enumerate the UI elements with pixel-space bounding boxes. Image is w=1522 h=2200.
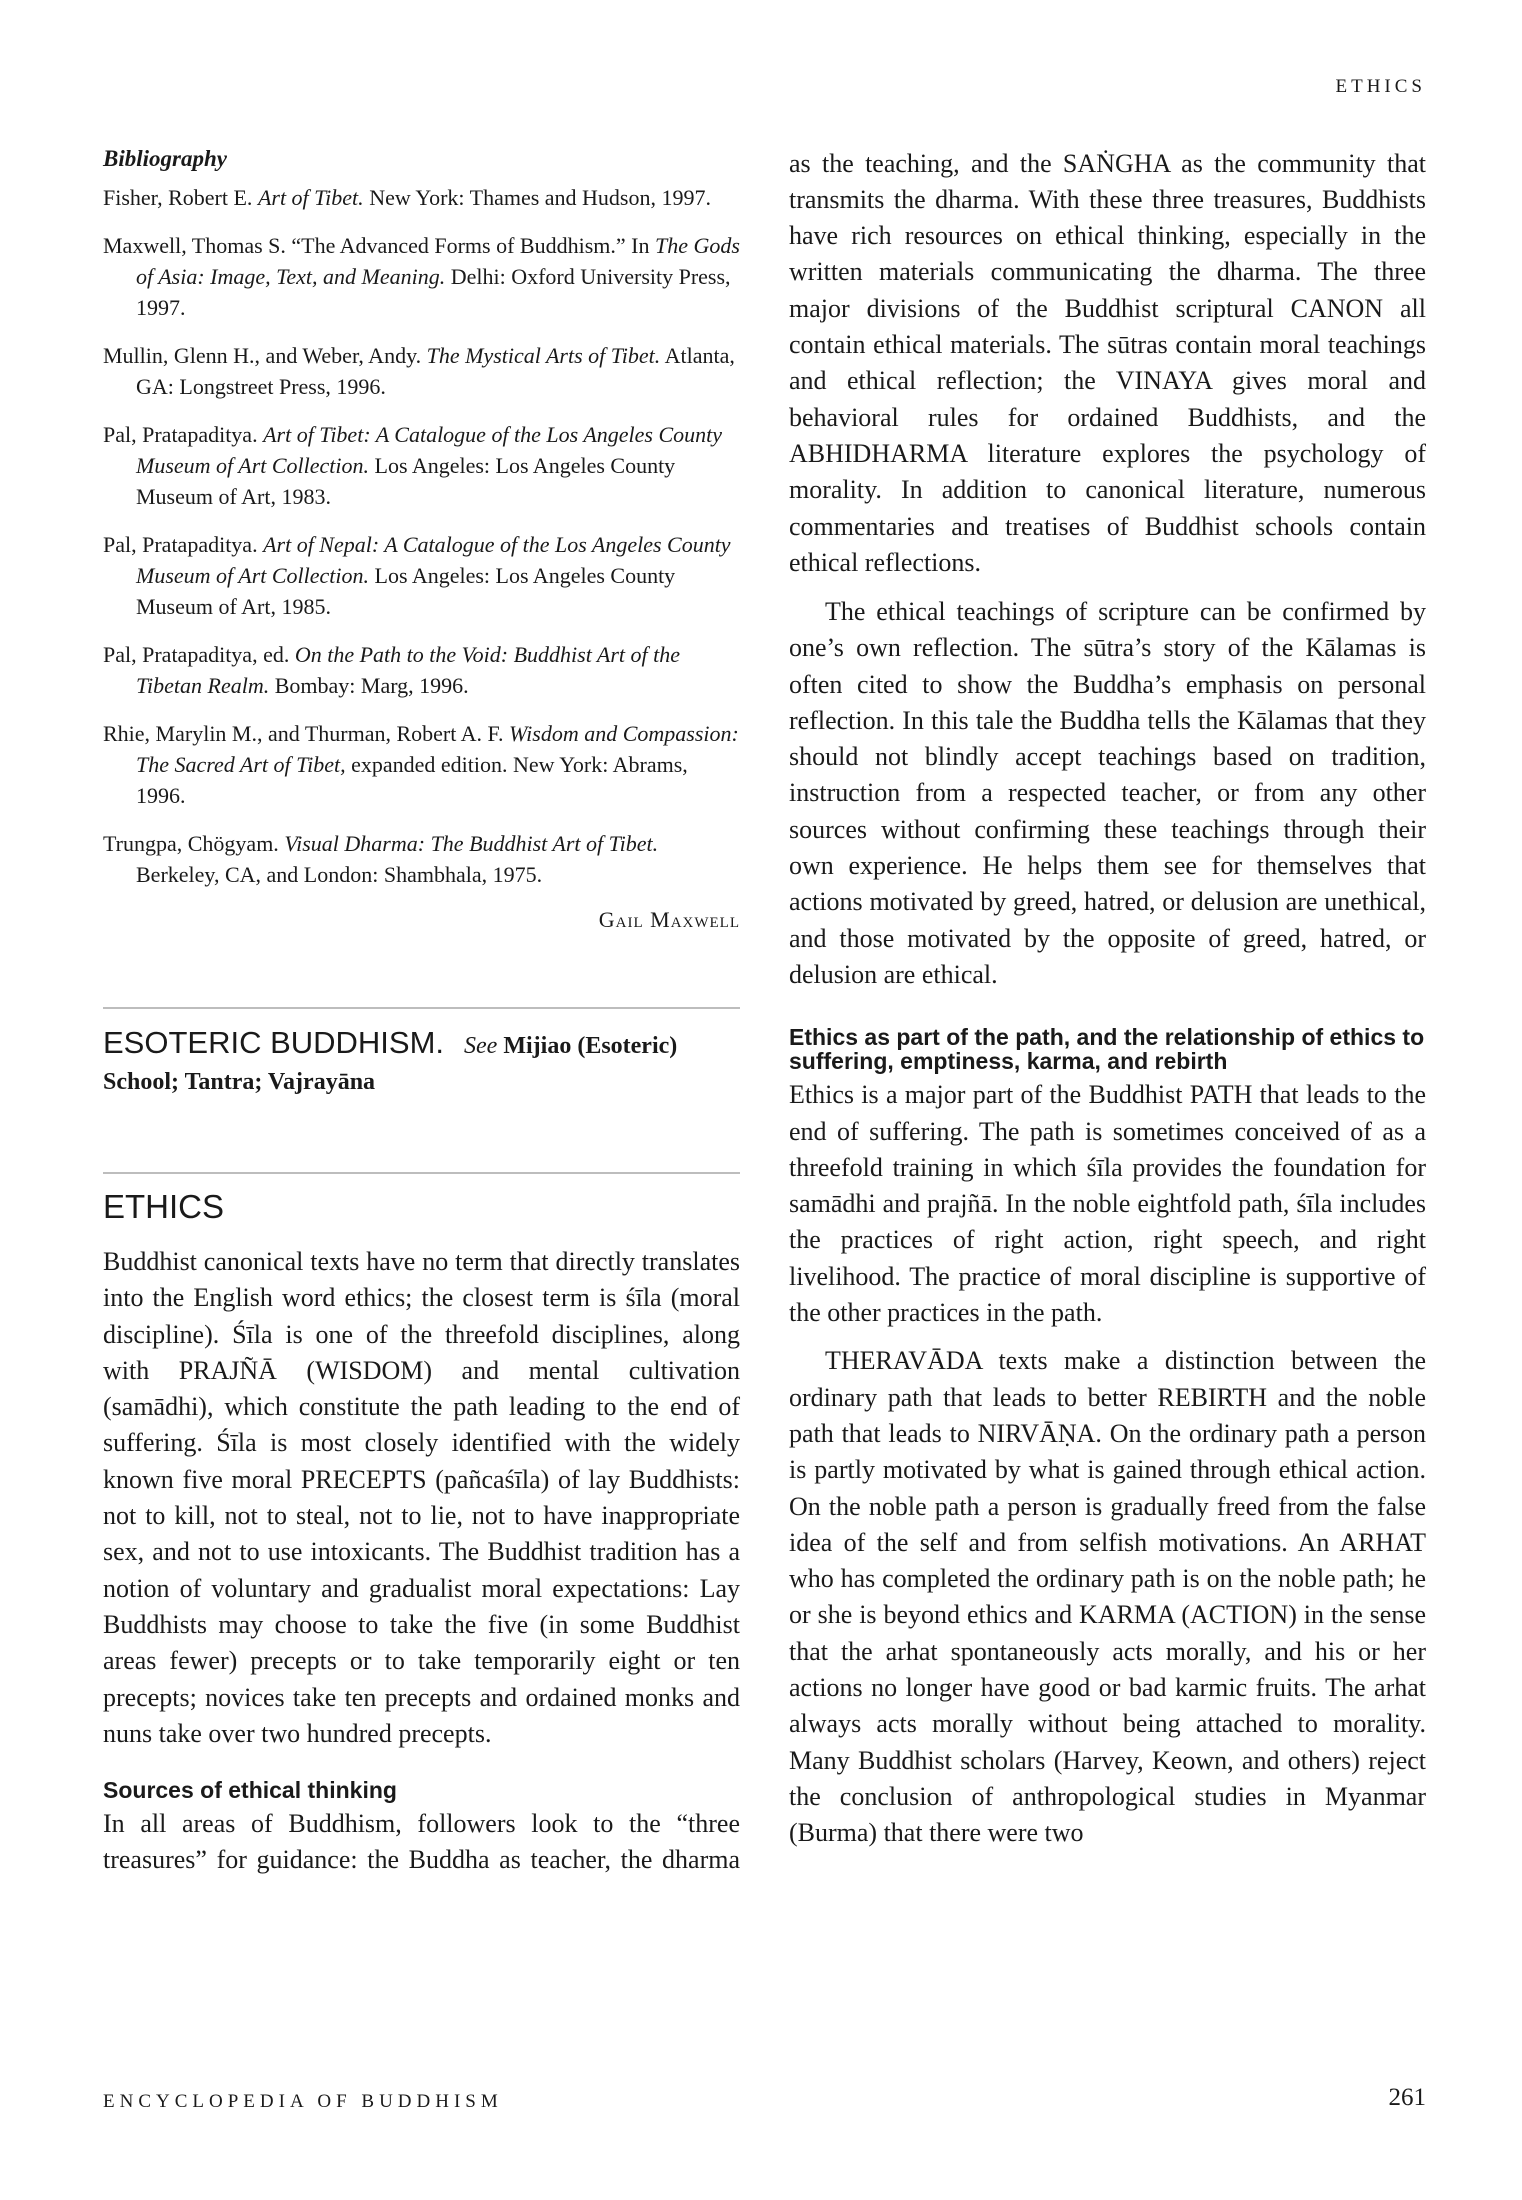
section-divider: [103, 1172, 740, 1174]
bibliography-entry: Fisher, Robert E. Art of Tibet. New York: Thames and Hudson, 1997.: [103, 185, 711, 210]
page-number: 261: [1388, 2084, 1426, 2111]
bibliography-entry: Pal, Pratapaditya. Art of Tibet: A Catalogue of the Los Angeles County Museum of Art Collection. Los Angeles: Los Angeles County Museum of Art, 1983.: [103, 422, 723, 509]
theravada-paragraph: THERAVĀDA texts make a distinction between the ordinary path that leads to better REBIRTH and the noble path that leads to NIRVĀṆA. On the ordinary path a person is partly motivated by what is gained through ethical action. On the noble path a person is gradually freed from the false idea of the self and from selfish motivations. An ARHAT who has completed the ordinary path is on the noble path; he or she is beyond ethics and KARMA (ACTION) in the sense that the arhat spontaneously acts morally, and his or her actions no longer have good or bad karmic fruits. The arhat always acts morally without being attached to morality. Many Buddhist scholars (Harvey, Keown, and others) reject the conclusion of anthropological studies in Myanmar (Burma) that there were two: [789, 1346, 1426, 1848]
bibliography-entry: Maxwell, Thomas S. “The Advanced Forms of Buddhism.” In The Gods of Asia: Image, Text, and Meaning. Delhi: Oxford University Press, 1997.: [103, 233, 740, 320]
author-signature: Gail Maxwell: [598, 907, 740, 932]
path-heading: Ethics as part of the path, and the relationship of ethics to suffering, emptiness, karma, and rebirth: [789, 1024, 1425, 1075]
bibliography-heading: Bibliography: [103, 146, 227, 171]
path-paragraph: Ethics is a major part of the Buddhist PATH that leads to the end of suffering. The path is sometimes conceived of as a threefold training in which śīla provides the foundation for samādhi and prajñā. In the noble eightfold path, śīla includes the practices of right action, right speech, and right livelihood. The practice of moral discipline is supportive of the other practices in the path.: [789, 1080, 1426, 1328]
entry-title-ethics: ETHICS: [103, 1188, 225, 1225]
bibliography-entry: Pal, Pratapaditya, ed. On the Path to the Void: Buddhist Art of the Tibetan Realm. Bombay: Marg, 1996.: [103, 642, 681, 698]
cross-reference-targets[interactable]: Mijiao (Esoteric) School; Tantra; Vajrayāna: [103, 1033, 678, 1095]
ethics-intro-paragraph: Buddhist canonical texts have no term that directly translates into the English word ethics; the closest term is śīla (moral discipline). Śīla is one of the threefold disciplines, along with PRAJÑĀ (WISDOM) and mental cultivation (samādhi), which constitute the path leading to the end of suffering. Śīla is most closely identified with the widely known five moral PRECEPTS (pañcaśīla) of lay Buddhists: not to kill, not to steal, not to lie, not to have inappropriate sex, and not to use intoxicants. The Buddhist tradition has a notion of voluntary and gradualist moral expectations: Lay Buddhists may choose to take the five (in some Buddhist areas fewer) precepts or to take temporarily eight or ten precepts; novices take ten precepts and ordained monks and nuns take over two hundred precepts.: [103, 1247, 740, 1748]
sources-heading: Sources of ethical thinking: [103, 1777, 397, 1804]
running-head: ETHICS: [1335, 76, 1426, 97]
see-label: See: [464, 1033, 498, 1059]
esoteric-buddhism-cross-reference: [103, 1025, 740, 1100]
bibliography-entry: Mullin, Glenn H., and Weber, Andy. The Mystical Arts of Tibet. Atlanta, GA: Longstreet Press, 1996.: [103, 343, 735, 399]
reflection-paragraph: The ethical teachings of scripture can be confirmed by one’s own reflection. The sūtra’s story of the Kālamas is often cited to show the Buddha’s emphasis on personal reflection. In this tale the Buddha tells the Kālamas that they should not blindly accept teachings based on tradition, instruction from a respected teacher, or from any other sources without confirming these teachings through their own experience. He helps them see for themselves that actions motivated by greed, hatred, or delusion are unethical, and those motivated by the opposite of greed, hatred, or delusion are ethical.: [789, 597, 1426, 989]
sources-paragraph-lead: In all areas of Buddhism, followers look to the “three treasures” for guidance: the Buddha as teacher, the dharma: [103, 1809, 740, 1875]
left-column: [103, 146, 740, 1879]
bibliography-entry: Trungpa, Chögyam. Visual Dharma: The Buddhist Art of Tibet. Berkeley, CA, and London: Shambhala, 1975.: [103, 831, 659, 887]
bibliography-entry: Pal, Pratapaditya. Art of Nepal: A Catalogue of the Los Angeles County Museum of Art Collection. Los Angeles: Los Angeles County Museum of Art, 1985.: [103, 532, 731, 619]
sources-paragraph-continued: as the teaching, and the SAṄGHA as the community that transmits the dharma. With these three treasures, Buddhists have rich resources on ethical thinking, especially in the written materials communicating the dharma. The three major divisions of the Buddhist scriptural CANON all contain ethical materials. The sūtras contain moral teachings and ethical reflection; the VINAYA gives moral and behavioral rules for ordained Buddhists, and the ABHIDHARMA literature explores the psychology of morality. In addition to canonical literature, numerous commentaries and treatises of Buddhist schools contain ethical reflections.: [789, 148, 1426, 577]
section-divider: [103, 1007, 740, 1009]
entry-title-esoteric: ESOTERIC BUDDHISM.: [103, 1025, 445, 1060]
bibliography-entry: Rhie, Marylin M., and Thurman, Robert A. F. Wisdom and Compassion: The Sacred Art of Tibet, expanded edition. New York: Abrams, 1996.: [103, 721, 739, 808]
right-column: [789, 146, 1426, 1852]
footer-book-title: ENCYCLOPEDIA OF BUDDHISM: [103, 2091, 503, 2112]
